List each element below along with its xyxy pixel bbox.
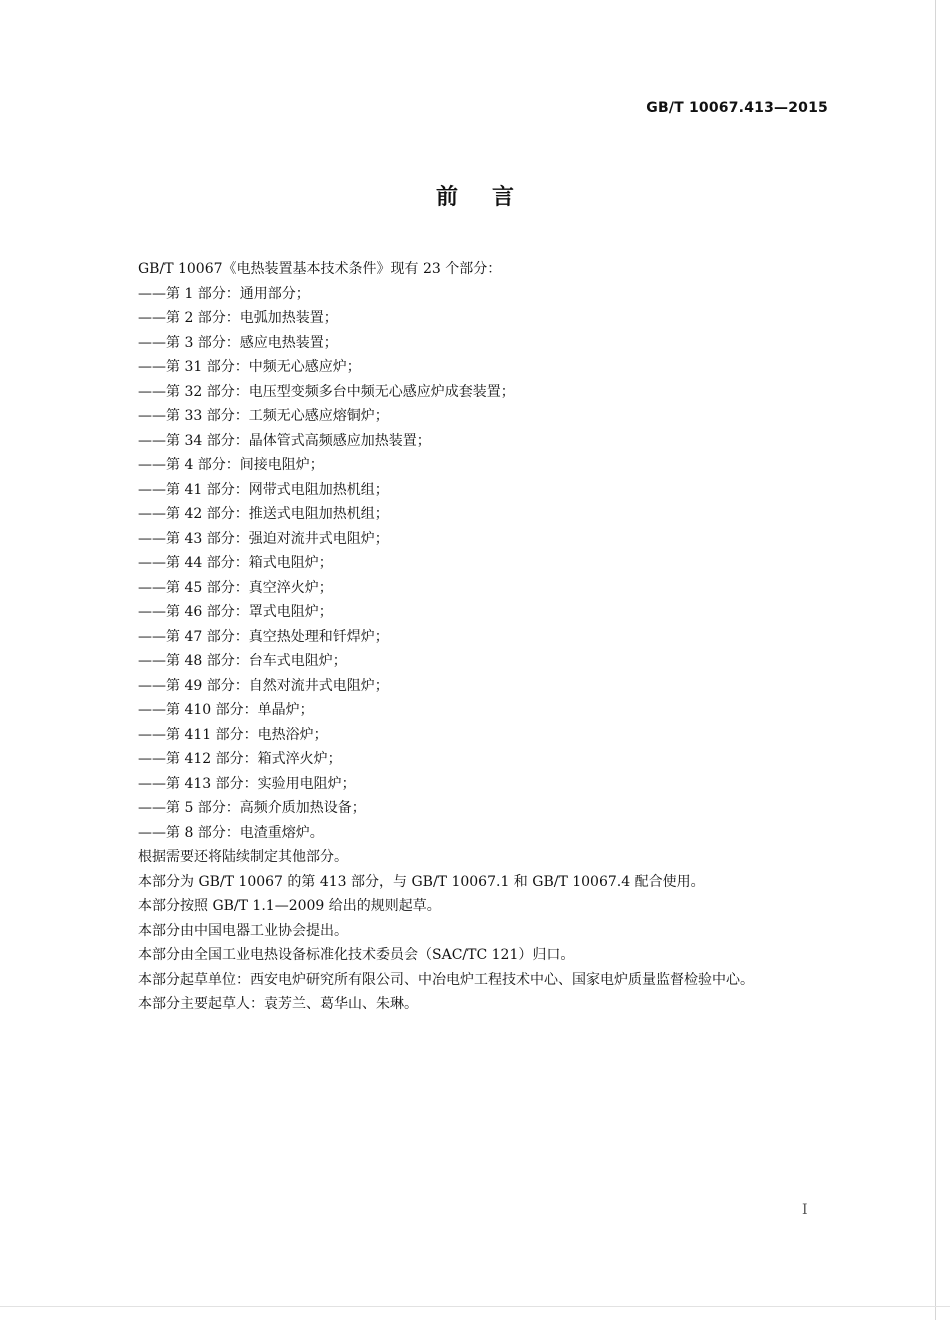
part-item: ——第 49 部分：自然对流井式电阻炉；: [138, 677, 389, 694]
part-item: ——第 31 部分：中频无心感应炉；: [138, 359, 361, 375]
part-item: ——第 46 部分：罩式电阻炉；: [138, 604, 333, 620]
part-item: ——第 412 部分：箱式淬火炉；: [138, 751, 342, 767]
paragraph: 本部分主要起草人：袁芳兰、葛华山、朱琳。: [138, 996, 418, 1012]
paragraph: 本部分为 GB/T 10067 的第 413 部分，与 GB/T 10067.1 和 GB/T 10067.4 配合使用。: [138, 873, 705, 890]
part-item: ——第 42 部分：推送式电阻加热机组；: [138, 506, 389, 522]
part-item: ——第 33 部分：工频无心感应熔铜炉；: [138, 408, 389, 424]
part-item: ——第 48 部分：台车式电阻炉；: [138, 653, 347, 669]
part-item: ——第 32 部分：电压型变频多台中频无心感应炉成套装置；: [138, 383, 515, 400]
part-item: ——第 43 部分：强迫对流井式电阻炉；: [138, 530, 389, 547]
part-item: ——第 5 部分：高频介质加热设备；: [138, 800, 366, 816]
page-title: 前言: [435, 185, 548, 210]
part-item: ——第 47 部分：真空热处理和钎焊炉；: [138, 628, 389, 645]
part-item: ——第 1 部分：通用部分；: [138, 285, 310, 302]
part-item: ——第 2 部分：电弧加热装置；: [138, 310, 338, 326]
part-item: ——第 41 部分：网带式电阻加热机组；: [138, 481, 389, 498]
paragraph: 本部分起草单位：西安电炉研究所有限公司、中冶电炉工程技术中心、国家电炉质量监督检验中心。: [138, 971, 754, 988]
paragraph: 本部分由中国电器工业协会提出。: [138, 922, 348, 939]
paragraph: 本部分按照 GB/T 1.1—2009 给出的规则起草。: [138, 898, 441, 914]
paragraph: 根据需要还将陆续制定其他部分。: [138, 849, 348, 865]
part-item: ——第 3 部分：感应电热装置；: [138, 334, 338, 351]
intro-line: GB/T 10067《电热装置基本技术条件》现有 23 个部分：: [138, 261, 502, 277]
part-item: ——第 4 部分：间接电阻炉；: [138, 457, 324, 473]
standard-number: GB/T 10067.413—2015: [646, 100, 828, 116]
part-item: ——第 413 部分：实验用电阻炉；: [138, 775, 356, 792]
part-item: ——第 8 部分：电渣重熔炉。: [138, 824, 324, 841]
foreword-body: [138, 257, 838, 1017]
page-number: I: [802, 1202, 808, 1218]
part-item: ——第 411 部分：电热浴炉；: [138, 726, 328, 743]
page-edge-bottom: [0, 1306, 950, 1307]
part-item: ——第 34 部分：晶体管式高频感应加热装置；: [138, 432, 431, 449]
part-item: ——第 410 部分：单晶炉；: [138, 702, 314, 718]
part-item: ——第 44 部分：箱式电阻炉；: [138, 555, 333, 571]
part-item: ——第 45 部分：真空淬火炉；: [138, 579, 333, 596]
paragraph: 本部分由全国工业电热设备标准化技术委员会（SAC/TC 121）归口。: [138, 947, 575, 963]
